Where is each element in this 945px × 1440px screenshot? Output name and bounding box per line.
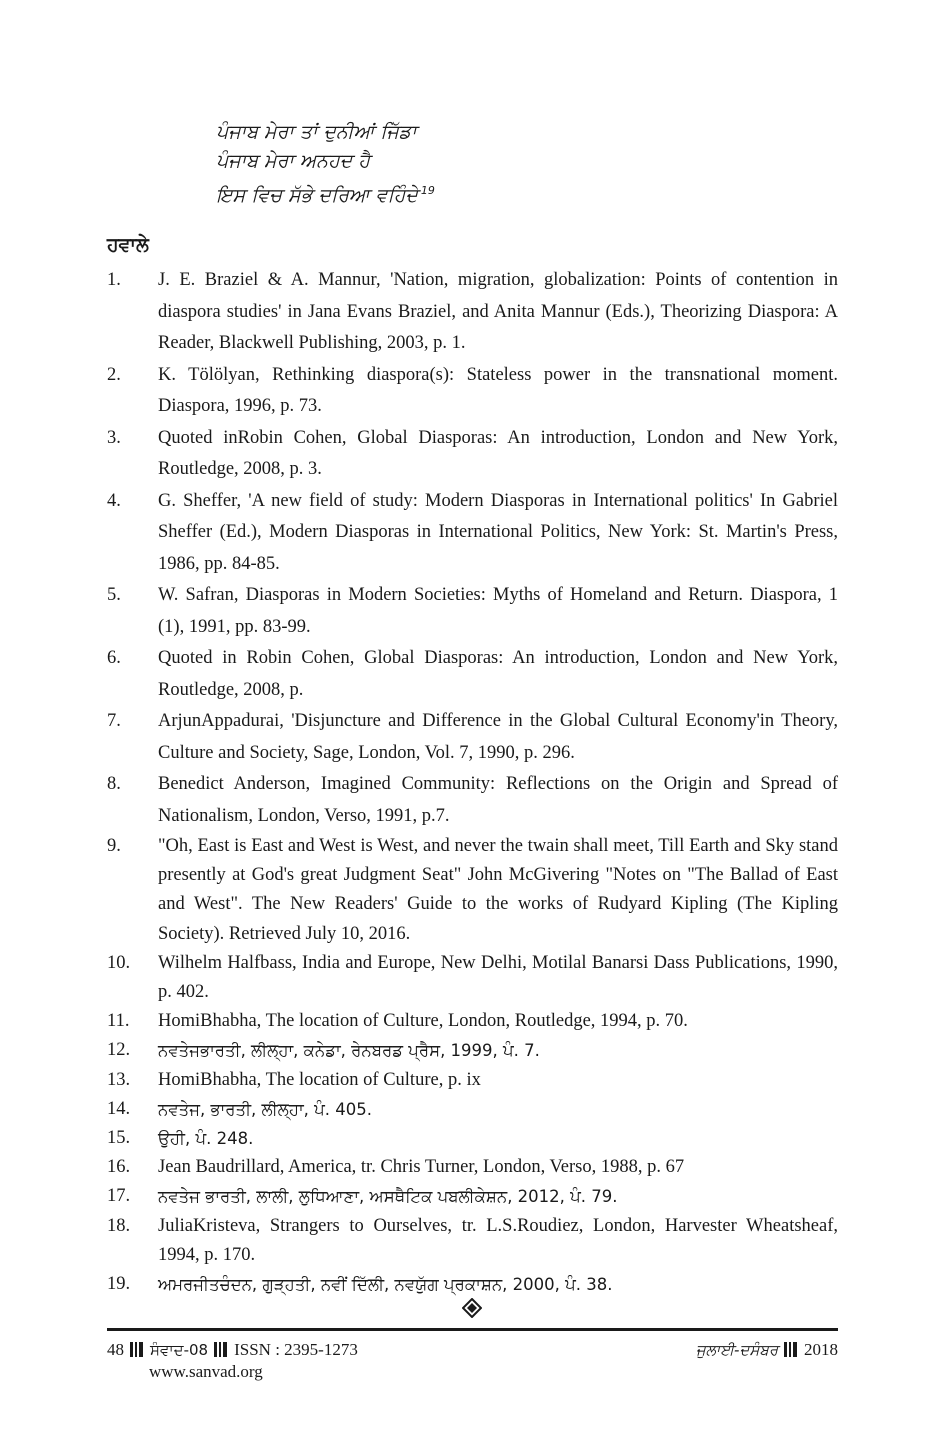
barcode-separator-icon xyxy=(214,1342,228,1357)
reference-item xyxy=(107,1036,838,1065)
reference-text: ਅਮਰਜੀਤਚੰਦਨ, ਗੁੜ੍ਹਤੀ, ਨਵੀਂ ਦਿੱਲੀ, ਨਵਯੁੱਗ ਪ੍ਰਕਾਸ਼ਨ, 2000, ਪੰ. 38. xyxy=(158,1275,613,1295)
reference-item xyxy=(107,706,838,769)
reference-item xyxy=(107,1007,838,1036)
barcode-separator-icon xyxy=(784,1342,798,1357)
references-heading: ਹਵਾਲੇ xyxy=(107,234,149,256)
journal-name: ਸੰਵਾਦ-08 xyxy=(150,1341,209,1359)
reference-item xyxy=(107,1095,838,1124)
reference-text: Benedict Anderson, Imagined Community: Reflections on the Origin and Spread of Nationalism, London, Verso, 1991, p.7. xyxy=(158,774,838,826)
reference-text: ਉਹੀ, ਪੰ. 248. xyxy=(158,1129,254,1149)
poem-line-text: ਇਸ ਵਿਚ ਸੱਭੇ ਦਰਿਆ ਵਹਿੰਦੇ xyxy=(216,184,418,207)
reference-number: 10. xyxy=(107,952,131,973)
reference-item xyxy=(107,769,838,832)
reference-number: 5. xyxy=(107,585,121,605)
reference-number: 9. xyxy=(107,836,121,856)
reference-text: W. Safran, Diasporas in Modern Societies: Myths of Homeland and Return. Diaspora, 1 (1), 1991, pp. 83-99. xyxy=(158,585,838,637)
reference-item xyxy=(107,360,838,423)
footnote-marker: 19 xyxy=(420,184,435,197)
issue-period: ਜੁਲਾਈ-ਦਸੰਬਰ xyxy=(695,1341,778,1359)
reference-item xyxy=(107,949,838,1007)
reference-text: ArjunAppadurai, 'Disjuncture and Difference in the Global Cultural Economy'in Theory, Culture and Society, Sage, London, Vol. 7, 1990, p. 296. xyxy=(158,711,838,763)
reference-text: J. E. Braziel & A. Mannur, 'Nation, migration, globalization: Points of contention in diaspora studies' in Jana Evans Braziel, and Anita Mannur (Eds.), Theorizing Diaspora: A Reader, Blackwell Publishing, 2003, p. 1. xyxy=(158,270,838,353)
reference-text: ਨਵਤੇਜ, ਭਾਰਤੀ, ਲੀਲ੍ਹਾ, ਪੰ. 405. xyxy=(158,1099,373,1119)
poem-line: ਪੰਜਾਬ ਮੇਰਾ ਅਨਹਦ ਹੈ xyxy=(216,150,370,172)
issue-year: 2018 xyxy=(804,1340,838,1359)
reference-text: G. Sheffer, 'A new field of study: Modern Diasporas in International politics' In Gabriel Sheffer (Ed.), Modern Diasporas in International Politics, New York: St. Martin's Press, 1986, pp. 84-85. xyxy=(158,490,838,574)
page-number: 48 xyxy=(107,1340,124,1359)
reference-item xyxy=(107,423,838,486)
reference-number: 3. xyxy=(107,427,121,448)
reference-item xyxy=(107,1066,838,1095)
diamond-ornament-icon xyxy=(462,1298,482,1318)
reference-number: 12. xyxy=(107,1040,131,1061)
poem-line: ਪੰਜਾਬ ਮੇਰਾ ਤਾਂ ਦੁਨੀਆਂ ਜਿੱਡਾ xyxy=(216,121,417,143)
reference-text: Quoted in Robin Cohen, Global Diasporas: An introduction, London and New York, Routledge, 2008, p. xyxy=(158,648,838,700)
poem-stanza xyxy=(216,118,435,210)
reference-item xyxy=(107,580,838,643)
reference-text: Jean Baudrillard, America, tr. Chris Turner, London, Verso, 1988, p. 67 xyxy=(158,1157,685,1178)
footer-left xyxy=(107,1340,358,1360)
reference-text: K. Tölölyan, Rethinking diaspora(s): Stateless power in the transnational moment. Diaspora, 1996, p. 73. xyxy=(158,364,838,416)
reference-number: 4. xyxy=(107,490,121,511)
reference-text: ਨਵਤੇਜ ਭਾਰਤੀ, ਲਾਲੀ, ਲੁਧਿਆਣਾ, ਅਸਥੈਟਿਕ ਪਬਲੀਕੇਸ਼ਨ, 2012, ਪੰ. 79. xyxy=(158,1187,618,1207)
reference-text: Quoted inRobin Cohen, Global Diasporas: An introduction, London and New York, Routledge, 2008, p. 3. xyxy=(158,427,838,479)
reference-number: 13. xyxy=(107,1069,131,1090)
reference-item xyxy=(107,486,838,581)
reference-number: 18. xyxy=(107,1215,131,1236)
reference-number: 17. xyxy=(107,1186,131,1207)
reference-text: HomiBhabha, The location of Culture, London, Routledge, 1994, p. 70. xyxy=(158,1011,688,1032)
reference-number: 14. xyxy=(107,1098,131,1119)
footer-right xyxy=(696,1340,838,1360)
website-url: www.sanvad.org xyxy=(149,1362,263,1381)
reference-item xyxy=(107,265,838,360)
footer-divider xyxy=(107,1328,838,1331)
reference-item xyxy=(107,1270,838,1299)
reference-number: 8. xyxy=(107,774,121,794)
reference-text: JuliaKristeva, Strangers to Ourselves, tr. L.S.Roudiez, London, Harvester Wheatsheaf, 1994, p. 170. xyxy=(158,1215,838,1265)
reference-number: 7. xyxy=(107,711,121,731)
reference-text: Wilhelm Halfbass, India and Europe, New Delhi, Motilal Banarsi Dass Publications, 1990, p. 402. xyxy=(158,952,838,1003)
poem-line xyxy=(216,176,435,210)
reference-text: HomiBhabha, The location of Culture, p. ix xyxy=(158,1069,481,1090)
reference-number: 1. xyxy=(107,270,121,290)
reference-item xyxy=(107,1182,838,1211)
reference-item xyxy=(107,832,838,949)
reference-number: 6. xyxy=(107,648,121,668)
issn: ISSN : 2395-1273 xyxy=(234,1340,358,1359)
references-list xyxy=(107,265,838,1299)
reference-text: "Oh, East is East and West is West, and never the twain shall meet, Till Earth and Sky stand presently at God's great Judgment Seat" John McGivering "Notes on "The Ballad of East and West". The New Readers' Guide to the works of Rudyard Kipling (The Kipling Society). Retrieved July 10, 2016. xyxy=(158,836,838,944)
reference-number: 15. xyxy=(107,1128,131,1149)
reference-number: 11. xyxy=(107,1011,130,1032)
reference-text: ਨਵਤੇਜਭਾਰਤੀ, ਲੀਲ੍ਹਾ, ਕਨੇਡਾ, ਰੇਨਬਰਡ ਪ੍ਰੈਸ, 1999, ਪੰ. 7. xyxy=(158,1041,540,1061)
reference-number: 16. xyxy=(107,1157,131,1178)
reference-number: 19. xyxy=(107,1274,131,1295)
reference-item xyxy=(107,643,838,706)
reference-item xyxy=(107,1212,838,1270)
reference-item xyxy=(107,1124,838,1153)
barcode-separator-icon xyxy=(130,1342,144,1357)
reference-item xyxy=(107,1153,838,1182)
reference-number: 2. xyxy=(107,364,121,385)
